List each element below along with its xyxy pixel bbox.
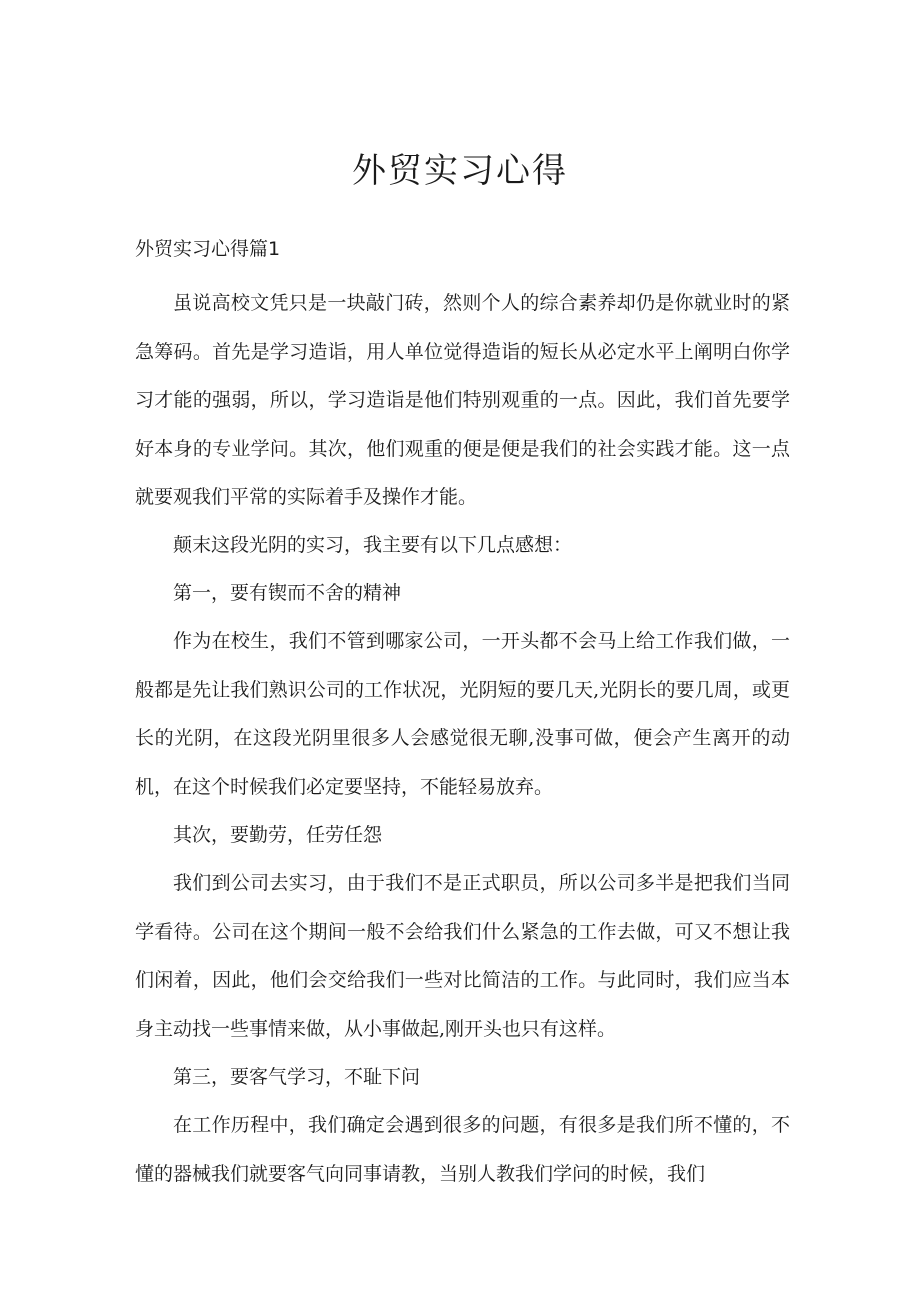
paragraph-point-2: 我们到公司去实习，由于我们不是正式职员，所以公司多半是把我们当同学看待。公司在这个期间一般不会给我们什么紧急的工作去做，可又不想让我们闲着，因此，他们会交给我们一些对比简洁的工作。与此同时，我们应当本身主动找一些事情来做，从小事做起,刚开头也只有这样。 xyxy=(135,872,790,1040)
point-heading-3: 第三，要客气学习，不耻下问 xyxy=(173,1066,421,1088)
point-heading-1: 第一，要有锲而不舍的精神 xyxy=(173,582,402,604)
paragraph-point-3: 在工作历程中，我们确定会遇到很多的问题，有很多是我们所不懂的，不懂的器械我们就要客气向同事请教，当别人教我们学问的时候，我们 xyxy=(135,1114,790,1185)
paragraph-reflection-lead: 颠末这段光阴的实习，我主要有以下几点感想： xyxy=(173,534,573,556)
paragraph-intro: 虽说高校文凭只是一块敲门砖，然则个人的综合素养却仍是你就业时的紧急筹码。首先是学习造诣，用人单位觉得造诣的短长从必定水平上阐明白你学习才能的强弱，所以，学习造诣是他们特别观重的一点。因此，我们首先要学好本身的专业学问。其次，他们观重的便是便是我们的社会实践才能。这一点就要观我们平常的实际着手及操作才能。 xyxy=(135,292,790,508)
section-heading: 外贸实习心得篇1 xyxy=(135,238,281,260)
paragraph-point-1: 作为在校生，我们不管到哪家公司，一开头都不会马上给工作我们做，一般都是先让我们熟识公司的工作状况，光阴短的要几天,光阴长的要几周，或更长的光阴，在这段光阴里很多人会感觉很无聊,没事可做，便会产生离开的动机，在这个时候我们必定要坚持，不能轻易放弃。 xyxy=(135,630,790,798)
point-heading-2: 其次，要勤劳，任劳任怨 xyxy=(173,824,383,846)
document-title: 外贸实习心得 xyxy=(352,151,568,191)
